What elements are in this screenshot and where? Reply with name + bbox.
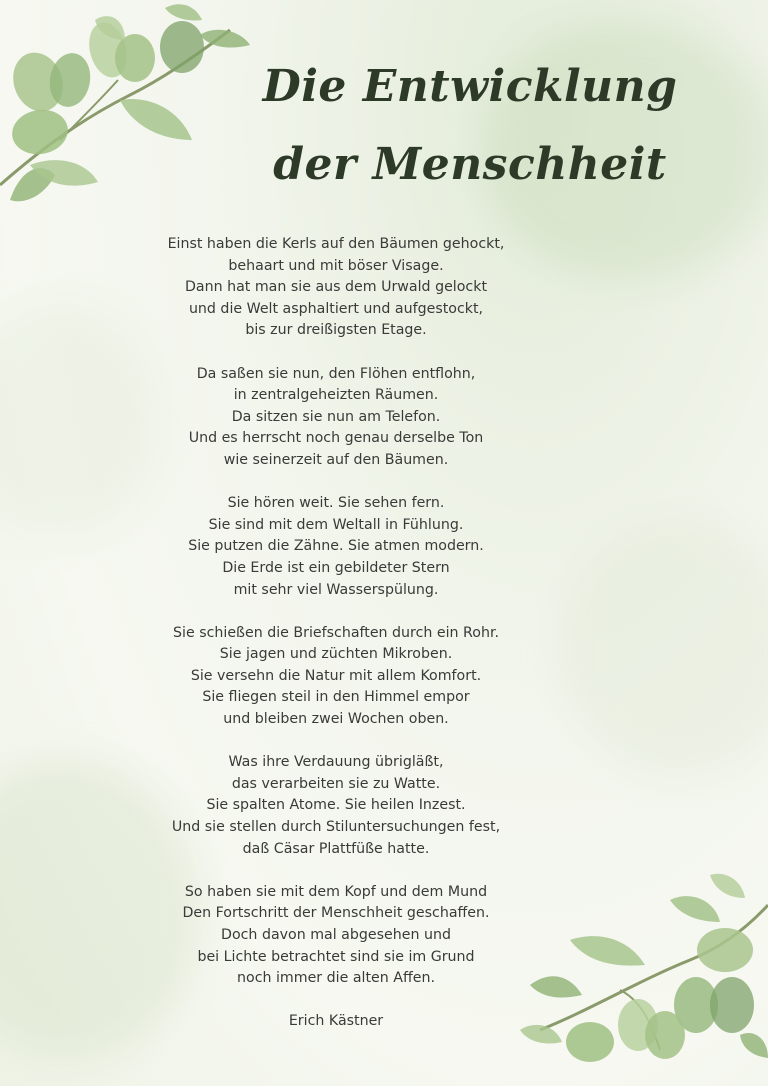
stanza-2: [136, 364, 536, 472]
poem-line: Die Erde ist ein gebildeter Stern: [222, 559, 450, 576]
poem-line: Sie sind mit dem Weltall in Fühlung.: [208, 516, 464, 533]
stanza-1: [136, 234, 536, 342]
poem-line: daß Cäsar Plattfüße hatte.: [242, 840, 430, 857]
poem-line: Dann hat man sie aus dem Urwald gelockt: [184, 279, 488, 296]
poem-line: Sie fliegen steil in den Himmel empor: [202, 689, 470, 706]
poem-body: [136, 234, 536, 1033]
poem-line: Und sie stellen durch Stiluntersuchungen fest,: [171, 819, 501, 836]
poem-line: in zentralgeheizten Räumen.: [233, 387, 439, 404]
stanza-5: [136, 752, 536, 860]
title-line-2: der Menschheit: [273, 139, 667, 190]
title-line-1: Die Entwicklung: [262, 61, 678, 112]
poem-line: Sie hören weit. Sie sehen fern.: [227, 495, 445, 512]
poem-line: noch immer die alten Affen.: [237, 970, 435, 987]
stanza-4: [136, 623, 536, 731]
poem-line: Da sitzen sie nun am Telefon.: [231, 408, 441, 425]
poem-line: Sie spalten Atome. Sie heilen Inzest.: [206, 797, 466, 814]
watercolor-wash: [560, 520, 768, 780]
eucalyptus-branch-top-left: [0, 0, 260, 230]
poem-line: behaart und mit böser Visage.: [228, 257, 444, 274]
poem-line: Da saßen sie nun, den Flöhen entflohn,: [196, 365, 476, 382]
stanza-6: [136, 882, 536, 990]
poem-line: mit sehr viel Wasserspülung.: [233, 581, 439, 598]
poem-author: Erich Kästner: [288, 1013, 384, 1030]
poem-line: Sie schießen die Briefschaften durch ein Rohr.: [173, 624, 499, 641]
poem-line: Was ihre Verdauung übrigläßt,: [228, 754, 444, 771]
poem-line: Sie versehn die Natur mit allem Komfort.: [190, 667, 482, 684]
poem-line: wie seinerzeit auf den Bäumen.: [223, 451, 449, 468]
poem-line: Sie putzen die Zähne. Sie atmen modern.: [188, 538, 484, 555]
poem-line: bis zur dreißigsten Etage.: [245, 322, 427, 339]
poem-line: das verarbeiten sie zu Watte.: [231, 775, 441, 792]
eucalyptus-branch-bottom-right: [510, 860, 768, 1086]
poem-line: und die Welt asphaltiert und aufgestockt,: [188, 300, 484, 317]
poem-line: Und es herrscht noch genau derselbe Ton: [188, 430, 484, 447]
poem-line: Den Fortschritt der Menschheit geschaffen.: [182, 905, 490, 922]
poem-line: Doch davon mal abgesehen und: [221, 927, 451, 943]
poem-line: Einst haben die Kerls auf den Bäumen gehockt,: [167, 236, 505, 252]
poem-line: bei Lichte betrachtet sind sie im Grund: [197, 948, 475, 965]
poem-line: Sie jagen und züchten Mikroben.: [219, 646, 453, 663]
poem-title: [260, 48, 680, 204]
poem-line: und bleiben zwei Wochen oben.: [223, 711, 449, 728]
poem-line: So haben sie mit dem Kopf und dem Mund: [184, 883, 488, 900]
stanza-3: [136, 493, 536, 601]
